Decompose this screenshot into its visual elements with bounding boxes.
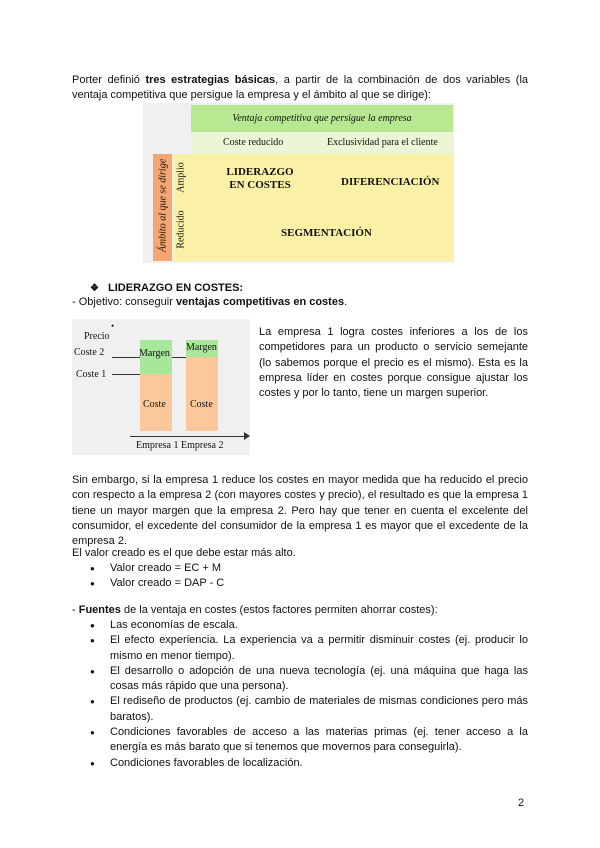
label-coste-1: Coste	[143, 399, 166, 410]
intro-bold: tres estrategias básicas	[145, 74, 276, 86]
tick-coste-1: Coste 1	[76, 369, 107, 380]
x-axis-line	[130, 436, 246, 437]
objective-bold: ventajas competitivas en costes	[175, 296, 345, 308]
fuentes-list	[90, 618, 528, 771]
label-margen-1: Margen	[139, 348, 170, 359]
fuentes-item: ● Condiciones favorables de acceso a las materias primas (ej. tener acceso a la energía es más barato que si tenemos que movernos para conseguirla).	[90, 725, 528, 756]
x-axis-arrow-icon	[244, 432, 250, 440]
cost-margin-chart	[72, 319, 250, 455]
chart-dot: •	[111, 321, 115, 331]
objective-prefix: - Objetivo: conseguir	[72, 296, 176, 308]
cell-liderazgo	[225, 166, 295, 192]
chart-explanation: La empresa 1 logra costes inferiores a los de los competidores para un producto o servicio semejante (lo sabemos porque el precio es el mismo). Esta es la empresa líder en costes porque consigue ajustar los costes y por lo tanto, tiene un margen superior.	[259, 326, 528, 400]
bar-coste-empresa-2	[186, 357, 218, 431]
label-margen-2: Margen	[186, 342, 217, 353]
y-axis-label: Precio	[84, 331, 110, 342]
cell-segmentacion: SEGMENTACIÓN	[281, 227, 372, 239]
formula-item: ● Valor creado = EC + M	[90, 561, 510, 576]
fuentes-prefix: -	[72, 604, 79, 616]
page-number: 2	[518, 797, 525, 809]
fuentes-item: ● El desarrollo o adopción de una nueva tecnología (ej. una máquina que haga las cosas más rápido que una persona).	[90, 664, 528, 695]
tick-coste-2: Coste 2	[74, 347, 105, 358]
tick-line-between	[172, 357, 186, 358]
matrix-top-header: Ventaja competitiva que persigue la empresa	[191, 105, 453, 132]
cell-diferenciacion: DIFERENCIACIÓN	[341, 176, 440, 188]
paragraph-valor-creado: El valor creado es el que debe estar más alto.	[72, 547, 296, 559]
intro-prefix: Porter definió	[72, 74, 146, 86]
fuentes-item: ● Las economías de escala.	[90, 618, 528, 633]
fuentes-item: ● El rediseño de productos (ej. cambio de materiales de mismas condiciones pero más baratos).	[90, 694, 528, 725]
diamond-bullet-icon: ❖	[90, 283, 99, 294]
fuentes-bold: Fuentes	[78, 604, 121, 616]
porter-matrix	[143, 103, 454, 263]
intro-paragraph	[72, 73, 528, 104]
formula-list	[90, 561, 510, 592]
matrix-row-amplio: Amplio	[175, 162, 187, 193]
matrix-body	[191, 154, 453, 261]
section-heading	[90, 282, 243, 294]
tick-line-coste-2	[112, 357, 140, 358]
matrix-subheader	[191, 132, 453, 154]
intro-suffix: , a partir de la combinación de dos variables (la ventaja competitiva que persigue la empresa y el ámbito al que se dirige):	[72, 74, 529, 102]
matrix-col-exclusividad: Exclusividad para el cliente	[327, 137, 438, 148]
matrix-row-header-band	[153, 154, 172, 261]
objective-suffix: .	[344, 296, 348, 308]
formula-item: ● Valor creado = DAP - C	[90, 576, 510, 591]
matrix-col-coste: Coste reducido	[223, 137, 284, 148]
fuentes-item: ● Condiciones favorables de localización.	[90, 756, 528, 771]
cell-liderazgo-line1: LIDERAZGO	[226, 166, 294, 178]
objective-line	[72, 296, 347, 308]
tick-line-coste-1	[112, 374, 140, 375]
fuentes-suffix: de la ventaja en costes (estos factores permiten ahorrar costes):	[120, 604, 438, 616]
paragraph-sin-embargo: Sin embargo, si la empresa 1 reduce los costes en mayor medida que ha reducido el precio con respecto a la empresa 2 (con mayores costes y precio), el resultado es que la empresa 1 tiene un mayor margen que la empresa 2. Pero hay que tener en cuenta el excelente del consumidor, el excedente del consumidor de la empresa 1 es mayor que el excedente de la empresa 2.	[72, 474, 528, 548]
label-coste-2: Coste	[190, 399, 213, 410]
matrix-row-reducido: Reducido	[175, 210, 187, 249]
matrix-row-header: Ámbito al que se dirige	[157, 158, 169, 253]
x-axis-label: Empresa 1 Empresa 2	[136, 440, 224, 451]
fuentes-item: ● El efecto experiencia. La experiencia va a permitir disminuir costes (ej. producir lo mismo en menor tiempo).	[90, 633, 528, 664]
matrix-row-labels	[173, 154, 191, 261]
section-title: LIDERAZGO EN COSTES:	[108, 282, 244, 294]
fuentes-heading	[72, 603, 528, 618]
cell-liderazgo-line2: EN COSTES	[229, 179, 291, 191]
